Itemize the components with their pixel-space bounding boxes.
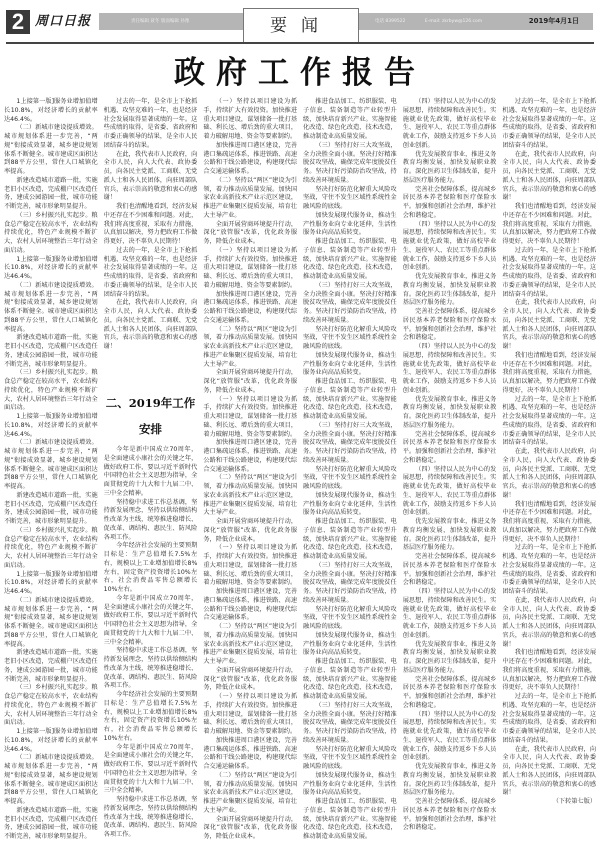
paragraph: 优先发展教育事业，推进义务教育均衡发展，加快发展职业教育。深化医药卫生体制改革，提升基层医疗服务能力。 (402, 763, 497, 797)
paragraph: （二）坚持以“两区”建设为引领，着力推动高质量发展。加快国家农业高新技术产业示范区建设，推进产业集聚区提质发展，培育壮大主导产业。 (203, 325, 298, 368)
paragraph: 过去的一年，是全市上下抢抓机遇、攻坚克难的一年，也是经济社会发展取得显著成绩的一年。这些成绩的取得，是省委、省政府和市委正确领导的结果，是全市人民团结奋斗的结果。 (502, 98, 597, 149)
paragraph: 今年经济社会发展的主要预期目标是：生产总值增长7.5%左右，规模以上工业增加值增长8%左右，固定资产投资增长10%左右，社会消费品零售总额增长10%左右。 (103, 542, 198, 593)
paragraph: 在此，我代表市人民政府，向全市人民，向人大代表、政协委员，向各民主党派、工商联、无党派人士和各人民团体，向驻周部队官兵，表示崇高的敬意和衷心的感谢！ (103, 299, 198, 350)
paragraph: 在此，我代表市人民政府，向全市人民，向人大代表、政协委员，向各民主党派、工商联、无党派人士和各人民团体，向驻周部队官兵，表示崇高的敬意和衷心的感谢！ (502, 150, 597, 202)
paragraph: 完善社会保障体系，提高城乡居民基本养老保险和医疗保险水平。加强和创新社会治理，维护社会和谐稳定。 (402, 553, 497, 587)
paragraph: 我们也清醒地看到，经济发展中还存在不少困难和问题。对此，我们将高度重视，采取有力措施，认真加以解决，努力把政府工作做得更好，决不辜负人民期待！ (103, 203, 198, 245)
paragraph: 推进食品加工、纺织服装、电子信息、装备制造等产业转型升级，加快培育新兴产业。实施智能化改造、绿色化改造、技术改造，推动制造业高质量发展。 (303, 378, 397, 420)
paragraph: 在此，我代表市人民政府，向全市人民，向人大代表、政协委员，向各民主党派、工商联、无党派人士和各人民团体，向驻周部队官兵，表示崇高的敬意和衷心的感谢！ (502, 596, 597, 648)
header-bar-left (99, 13, 243, 30)
paragraph: （一）坚持以项目建设为抓手，持续扩大有效投资。加快推进重大项目建设，谋划储备一批打基础、利长远、增后劲的重大项目，着力破解用地、资金等要素制约。 (203, 693, 298, 735)
paragraph: 完善社会保障体系，提高城乡居民基本养老保险和医疗保险水平。加强和创新社会治理，维护社会和谐稳定。 (402, 675, 497, 709)
paragraph: （四）坚持以人民为中心的发展思想，持续保障和改善民生。实施就业优先政策，做好高校毕业生、退役军人、农民工等重点群体就业工作，鼓励支持返乡下乡人员创业创新。 (402, 710, 497, 762)
paragraph: （二）坚持以“两区”建设为引领，着力推动高质量发展。加快国家农业高新技术产业示范区建设，推进产业集聚区提质发展，培育壮大主导产业。 (203, 474, 298, 517)
paragraph: （三）乡村振兴扎实起步。粮食总产稳定在较高水平，农业结构持续优化，特色产业规模不断扩大，农村人居环境整治三年行动全面启动。 (4, 526, 98, 569)
paragraph: （二）坚持以“两区”建设为引领，着力推动高质量发展。加快国家农业高新技术产业示范区建设，推进产业集聚区提质发展，培育壮大主导产业。 (203, 623, 298, 665)
newspaper-logo: 周口日报 (35, 14, 92, 29)
paragraph: 推进食品加工、纺织服装、电子信息、装备制造等产业转型升级，加快培育新兴产业。实施智能化改造、绿色化改造、技术改造，推动制造业高质量发展。 (303, 798, 397, 840)
paragraph: 1上接第一版]服务业增加值增长10.8%，对经济增长的贡献率达46.4%。 (4, 98, 98, 123)
paragraph: 1上接第一版]服务业增加值增长10.8%，对经济增长的贡献率达46.4%。 (4, 413, 98, 438)
paragraph: （三）乡村振兴扎实起步。粮食总产稳定在较高水平，农业结构持续优化，特色产业规模不断扩大，农村人居环境整治三年行动全面启动。 (4, 369, 98, 412)
paragraph: 过去的一年，是全市上下抢抓机遇、攻坚克难的一年，也是经济社会发展取得显著成绩的一年。这些成绩的取得，是省委、省政府和市委正确领导的结果，是全市人民团结奋斗的结果。 (103, 98, 198, 149)
paragraph: （二）坚持以“两区”建设为引领，着力推动高质量发展。加快国家农业高新技术产业示范区建设，推进产业集聚区提质发展，培育壮大主导产业。 (203, 771, 298, 814)
paragraph: 坚持稳中求进工作总基调，坚持新发展理念，坚持以供给侧结构性改革为主线，统筹推进稳增长、促改革、调结构、惠民生、防风险各项工作。 (103, 796, 198, 838)
paragraph: 我们也清醒地看到，经济发展中还存在不少困难和问题。对此，我们将高度重视，采取有力措施，认真加以解决，努力把政府工作做得更好，决不辜负人民期待！ (502, 500, 597, 543)
paragraph: （一）坚持以项目建设为抓手，持续扩大有效投资。加快推进重大项目建设，谋划储备一批打基础、利长远、增后劲的重大项目，着力破解用地、资金等要素制约。 (203, 98, 298, 140)
paragraph: （二）新城市建设提质增效。城市规划体系进一步完善，“两规”衔接成效显著，城乡建设规划体系不断健全。城市建成区面积达到88平方公里，常住人口城镇化率提高。 (4, 124, 98, 175)
paragraph: 坚决打好防范化解重大风险攻坚战，守住不发生区域性系统性金融风险的底线。 (303, 605, 397, 630)
paragraph: （一）坚持以项目建设为抓手，持续扩大有效投资。加快推进重大项目建设，谋划储备一批打基础、利长远、增后劲的重大项目，着力破解用地、资金等要素制约。 (203, 544, 298, 587)
paragraph: （四）坚持以人民为中心的发展思想，持续保障和改善民生。实施就业优先政策，做好高校毕业生、退役军人、农民工等重点群体就业工作，鼓励支持返乡下乡人员创业创新。 (402, 220, 497, 272)
paragraph: 加快发展现代服务业，推动生产性服务业向专业化延伸，生活性服务业向高品质转变。 (303, 211, 397, 237)
editors: 责任编辑 聂冬 版面编辑 孙豫 (131, 19, 190, 24)
paragraph: （三）坚持打好三大攻坚战，全力决胜全面小康。坚决打好精准脱贫攻坚战，确保完成年度脱贫任务。坚决打好污染防治攻坚战，持续改善环境质量。 (303, 421, 397, 464)
paragraph: 新建改造城市道路一批，实施老旧小区改造，完成棚户区改造任务，建成公园游园一批，城市功能不断完善，城市形象明显提升。 (4, 806, 98, 840)
paragraph: 完善社会保障体系，提高城乡居民基本养老保险和医疗保险水平。加强和创新社会治理，维护社会和谐稳定。 (402, 308, 497, 342)
paragraph: 优先发展教育事业，推进义务教育均衡发展，加快发展职业教育。深化医药卫生体制改革，提升基层医疗服务能力。 (402, 518, 497, 552)
paragraph: 优先发展教育事业，推进义务教育均衡发展，加快发展职业教育。深化医药卫生体制改革，提升基层医疗服务能力。 (402, 150, 497, 184)
paragraph: 过去的一年，是全市上下抢抓机遇、攻坚克难的一年，也是经济社会发展取得显著成绩的一年。这些成绩的取得，是省委、省政府和市委正确领导的结果，是全市人民团结奋斗的结果。 (502, 246, 597, 298)
paragraph: 加快推进周口港区建设，完善港口集疏运体系，推进铁路、高速公路和干线公路建设，构建现代综合交通运输体系。 (203, 290, 298, 324)
paragraph: 完善社会保障体系，提高城乡居民基本养老保险和医疗保险水平。加强和创新社会治理，维护社会和谐稳定。 (402, 185, 497, 219)
page-title: 政府工作报告 (174, 55, 426, 91)
paragraph: 坚决打好防范化解重大风险攻坚战，守住不发生区域性系统性金融风险的底线。 (303, 465, 397, 490)
column-5 (403, 98, 497, 843)
paragraph: 推进食品加工、纺织服装、电子信息、装备制造等产业转型升级，加快培育新兴产业。实施智能化改造、绿色化改造、技术改造，推动制造业高质量发展。 (303, 518, 397, 560)
paragraph: 过去的一年，是全市上下抢抓机遇、攻坚克难的一年，也是经济社会发展取得显著成绩的一年。这些成绩的取得，是省委、省政府和市委正确领导的结果，是全市人民团结奋斗的结果。 (502, 395, 597, 447)
column-4 (303, 98, 397, 843)
paragraph: 在此，我代表市人民政府，向全市人民，向人大代表、政协委员，向各民主党派、工商联、无党派人士和各人民团体，向驻周部队官兵，表示崇高的敬意和衷心的感谢！ (103, 150, 198, 202)
paragraph: 新建改造城市道路一批，实施老旧小区改造，完成棚户区改造任务，建成公园游园一批，城市功能不断完善，城市形象明显提升。 (4, 334, 98, 368)
paragraph: （四）坚持以人民为中心的发展思想，持续保障和改善民生。实施就业优先政策，做好高校毕业生、退役军人、农民工等重点群体就业工作，鼓励支持返乡下乡人员创业创新。 (402, 98, 497, 149)
paragraph: 全面开展营商环境提升行动，深化“放管服”改革，优化政务服务，降低企业成本。 (203, 666, 298, 692)
paragraph: 今年是新中国成立70周年，是全面建成小康社会的关键之年，做好政府工作，要以习近平新时代中国特色社会主义思想为指导，全面贯彻党的十九大和十九届二中、三中全会精神。 (103, 446, 198, 497)
paragraph: 推进食品加工、纺织服装、电子信息、装备制造等产业转型升级，加快培育新兴产业。实施智能化改造、绿色化改造、技术改造，推动制造业高质量发展。 (303, 98, 397, 140)
paragraph: 在此，我代表市人民政府，向全市人民，向人大代表、政协委员，向各民主党派、工商联、无党派人士和各人民团体，向驻周部队官兵，表示崇高的敬意和衷心的感谢！ (502, 448, 597, 499)
paragraph: （三）乡村振兴扎实起步。粮食总产稳定在较高水平，农业结构持续优化，特色产业规模不断扩大，农村人居环境整治三年行动全面启动。 (4, 211, 98, 254)
paragraph: 加快推进周口港区建设，完善港口集疏运体系，推进铁路、高速公路和干线公路建设，构建现代综合交通运输体系。 (203, 141, 298, 175)
column-1 (4, 98, 98, 843)
section-heading: 二、2019年工作安排 (105, 396, 196, 436)
paragraph: （三）坚持打好三大攻坚战，全力决胜全面小康。坚决打好精准脱贫攻坚战，确保完成年度脱贫任务。坚决打好污染防治攻坚战，持续改善环境质量。 (303, 561, 397, 604)
paragraph: 全面开展营商环境提升行动，深化“放管服”改革，优化政务服务，降低企业成本。 (203, 815, 298, 840)
paragraph: 我们也清醒地看到，经济发展中还存在不少困难和问题。对此，我们将高度重视，采取有力措施，认真加以解决，努力把政府工作做得更好，决不辜负人民期待！ (502, 649, 597, 692)
paragraph: 过去的一年，是全市上下抢抓机遇、攻坚克难的一年，也是经济社会发展取得显著成绩的一年。这些成绩的取得，是省委、省政府和市委正确领导的结果，是全市人民团结奋斗的结果。 (502, 544, 597, 595)
paragraph: 坚决打好防范化解重大风险攻坚战，守住不发生区域性系统性金融风险的底线。 (303, 185, 397, 210)
paragraph: （一）坚持以项目建设为抓手，持续扩大有效投资。加快推进重大项目建设，谋划储备一批打基础、利长远、增后劲的重大项目，着力破解用地、资金等要素制约。 (203, 246, 298, 289)
paragraph: 全面开展营商环境提升行动，深化“放管服”改革，优化政务服务，降低企业成本。 (203, 220, 298, 245)
issue-date: 2019年4月1日 (528, 17, 579, 25)
paragraph: 在此，我代表市人民政府，向全市人民，向人大代表、政协委员，向各民主党派、工商联、无党派人士和各人民团体，向驻周部队官兵，表示崇高的敬意和衷心的感谢！ (502, 299, 597, 350)
paragraph: 今年经济社会发展的主要预期目标是：生产总值增长7.5%左右，规模以上工业增加值增长8%左右，固定资产投资增长10%左右，社会消费品零售总额增长10%左右。 (103, 691, 198, 742)
paragraph: 加快推进周口港区建设，完善港口集疏运体系，推进铁路、高速公路和干线公路建设，构建现代综合交通运输体系。 (203, 588, 298, 622)
paragraph: 加快发展现代服务业，推动生产性服务业向专业化延伸，生活性服务业向高品质转变。 (303, 351, 397, 377)
section-tab: 要闻 (243, 8, 359, 43)
paragraph: （三）坚持打好三大攻坚战，全力决胜全面小康。坚决打好精准脱贫攻坚战，确保完成年度脱贫任务。坚决打好污染防治攻坚战，持续改善环境质量。 (303, 701, 397, 744)
paragraph: （三）坚持打好三大攻坚战，全力决胜全面小康。坚决打好精准脱贫攻坚战，确保完成年度脱贫任务。坚决打好污染防治攻坚战，持续改善环境质量。 (303, 141, 397, 184)
paragraph: （四）坚持以人民为中心的发展思想，持续保障和改善民生。实施就业优先政策，做好高校毕业生、退役军人、农民工等重点群体就业工作，鼓励支持返乡下乡人员创业创新。 (402, 588, 497, 639)
paragraph: 加快发展现代服务业，推动生产性服务业向专业化延伸，生活性服务业向高品质转变。 (303, 631, 397, 657)
paragraph: 推进食品加工、纺织服装、电子信息、装备制造等产业转型升级，加快培育新兴产业。实施智能化改造、绿色化改造、技术改造，推动制造业高质量发展。 (303, 658, 397, 700)
paragraph: 我们也清醒地看到，经济发展中还存在不少困难和问题。对此，我们将高度重视，采取有力措施，认真加以解决，努力把政府工作做得更好，决不辜负人民期待！ (502, 351, 597, 394)
paragraph: 优先发展教育事业，推进义务教育均衡发展，加快发展职业教育。深化医药卫生体制改革，提升基层医疗服务能力。 (402, 273, 497, 307)
paragraph: （四）坚持以人民为中心的发展思想，持续保障和改善民生。实施就业优先政策，做好高校毕业生、退役军人、农民工等重点群体就业工作，鼓励支持返乡下乡人员创业创新。 (402, 465, 497, 517)
paragraph: 1上接第一版]服务业增加值增长10.8%，对经济增长的贡献率达46.4%。 (4, 255, 98, 280)
paragraph: 我们也清醒地看到，经济发展中还存在不少困难和问题。对此，我们将高度重视，采取有力措施，认真加以解决，努力把政府工作做得更好，决不辜负人民期待！ (502, 203, 597, 245)
column-3 (203, 98, 297, 843)
paragraph: 坚决打好防范化解重大风险攻坚战，守住不发生区域性系统性金融风险的底线。 (303, 325, 397, 350)
paragraph: （二）新城市建设提质增效。城市规划体系进一步完善，“两规”衔接成效显著，城乡建设规划体系不断健全。城市建成区面积达到88平方公里，常住人口城镇化率提高。 (4, 439, 98, 490)
paragraph: 新建改造城市道路一批，实施老旧小区改造，完成棚户区改造任务，建成公园游园一批，城市功能不断完善，城市形象明显提升。 (4, 649, 98, 683)
paragraph: （三）乡村振兴扎实起步。粮食总产稳定在较高水平，农业结构持续优化，特色产业规模不断扩大，农村人居环境整治三年行动全面启动。 (4, 684, 98, 727)
continued-notice: （下转第七版） (552, 798, 597, 805)
paragraph: （一）坚持以项目建设为抓手，持续扩大有效投资。加快推进重大项目建设，谋划储备一批打基础、利长远、增后劲的重大项目，着力破解用地、资金等要素制约。 (203, 395, 298, 438)
paragraph: 今年是新中国成立70周年，是全面建成小康社会的关键之年，做好政府工作，要以习近平新时代中国特色社会主义思想为指导，全面贯彻党的十九大和十九届二中、三中全会精神。 (103, 743, 198, 795)
paragraph: （四）坚持以人民为中心的发展思想，持续保障和改善民生。实施就业优先政策，做好高校毕业生、退役军人、农民工等重点群体就业工作，鼓励支持返乡下乡人员创业创新。 (402, 343, 497, 394)
email: E-mail: zkrbyw@126.com (424, 19, 483, 24)
paragraph: 坚决打好防范化解重大风险攻坚战，守住不发生区域性系统性金融风险的底线。 (303, 745, 397, 770)
paragraph: 全面开展营商环境提升行动，深化“放管服”改革，优化政务服务，降低企业成本。 (203, 369, 298, 394)
paragraph: 新建改造城市道路一批，实施老旧小区改造，完成棚户区改造任务，建成公园游园一批，城市功能不断完善，城市形象明显提升。 (4, 491, 98, 525)
paragraph: 坚持稳中求进工作总基调，坚持新发展理念，坚持以供给侧结构性改革为主线，统筹推进稳增长、促改革、调结构、惠民生、防风险各项工作。 (103, 498, 198, 541)
paragraph: 推进食品加工、纺织服装、电子信息、装备制造等产业转型升级，加快培育新兴产业。实施智能化改造、绿色化改造、技术改造，推动制造业高质量发展。 (303, 238, 397, 280)
paragraph: 1上接第一版]服务业增加值增长10.8%，对经济增长的贡献率达46.4%。 (4, 570, 98, 595)
paragraph: 完善社会保障体系，提高城乡居民基本养老保险和医疗保险水平。加强和创新社会治理，维护社会和谐稳定。 (402, 430, 497, 464)
paragraph: 加快发展现代服务业，推动生产性服务业向专业化延伸，生活性服务业向高品质转变。 (303, 491, 397, 517)
paragraph: 坚持稳中求进工作总基调，坚持新发展理念，坚持以供给侧结构性改革为主线，统筹推进稳增长、促改革、调结构、惠民生、防风险各项工作。 (103, 647, 198, 690)
column-6 (502, 98, 596, 843)
phone: 电话 8399522 (375, 19, 406, 24)
paragraph: 新建改造城市道路一批，实施老旧小区改造，完成棚户区改造任务，建成公园游园一批，城市功能不断完善，城市形象明显提升。 (4, 176, 98, 210)
paragraph: （二）新城市建设提质增效。城市规划体系进一步完善，“两规”衔接成效显著，城乡建设规划体系不断健全。城市建成区面积达到88平方公里，常住人口城镇化率提高。 (4, 281, 98, 333)
paragraph: 优先发展教育事业，推进义务教育均衡发展，加快发展职业教育。深化医药卫生体制改革，提升基层医疗服务能力。 (402, 395, 497, 429)
paragraph: 在此，我代表市人民政府，向全市人民，向人大代表、政协委员，向各民主党派、工商联、无党派人士和各人民团体，向驻周部队官兵，表示崇高的敬意和衷心的感谢！ (502, 745, 597, 797)
paragraph: 全面开展营商环境提升行动，深化“放管服”改革，优化政务服务，降低企业成本。 (203, 518, 298, 543)
article-body (4, 98, 596, 843)
column-2 (104, 98, 198, 843)
paragraph: 加快推进周口港区建设，完善港口集疏运体系，推进铁路、高速公路和干线公路建设，构建现代综合交通运输体系。 (203, 439, 298, 473)
paragraph: 过去的一年，是全市上下抢抓机遇、攻坚克难的一年，也是经济社会发展取得显著成绩的一年。这些成绩的取得，是省委、省政府和市委正确领导的结果，是全市人民团结奋斗的结果。 (502, 693, 597, 744)
paragraph: 今年是新中国成立70周年，是全面建成小康社会的关键之年，做好政府工作，要以习近平新时代中国特色社会主义思想为指导，全面贯彻党的十九大和十九届二中、三中全会精神。 (103, 594, 198, 646)
paragraph: 加快发展现代服务业，推动生产性服务业向专业化延伸，生活性服务业向高品质转变。 (303, 771, 397, 797)
paragraph: 优先发展教育事业，推进义务教育均衡发展，加快发展职业教育。深化医药卫生体制改革，提升基层医疗服务能力。 (402, 640, 497, 674)
paragraph: 1上接第一版]服务业增加值增长10.8%，对经济增长的贡献率达46.4%。 (4, 728, 98, 753)
paragraph: （二）新城市建设提质增效。城市规划体系进一步完善，“两规”衔接成效显著，城乡建设规划体系不断健全。城市建成区面积达到88平方公里，常住人口城镇化率提高。 (4, 754, 98, 805)
paragraph: 过去的一年，是全市上下抢抓机遇、攻坚克难的一年，也是经济社会发展取得显著成绩的一年。这些成绩的取得，是省委、省政府和市委正确领导的结果，是全市人民团结奋斗的结果。 (103, 246, 198, 298)
paragraph: （二）新城市建设提质增效。城市规划体系进一步完善，“两规”衔接成效显著，城乡建设规划体系不断健全。城市建成区面积达到88平方公里，常住人口城镇化率提高。 (4, 596, 98, 648)
paragraph: 加快推进周口港区建设，完善港口集疏运体系，推进铁路、高速公路和干线公路建设，构建现代综合交通运输体系。 (203, 736, 298, 770)
paragraph: （三）坚持打好三大攻坚战，全力决胜全面小康。坚决打好精准脱贫攻坚战，确保完成年度脱贫任务。坚决打好污染防治攻坚战，持续改善环境质量。 (303, 281, 397, 324)
header-bar-right (357, 13, 593, 30)
page-number: 2 (6, 10, 30, 34)
header-rule (6, 42, 594, 44)
paragraph: （二）坚持以“两区”建设为引领，着力推动高质量发展。加快国家农业高新技术产业示范区建设，推进产业集聚区提质发展，培育壮大主导产业。 (203, 176, 298, 219)
paragraph: 完善社会保障体系，提高城乡居民基本养老保险和医疗保险水平。加强和创新社会治理，维护社会和谐稳定。 (402, 798, 497, 832)
